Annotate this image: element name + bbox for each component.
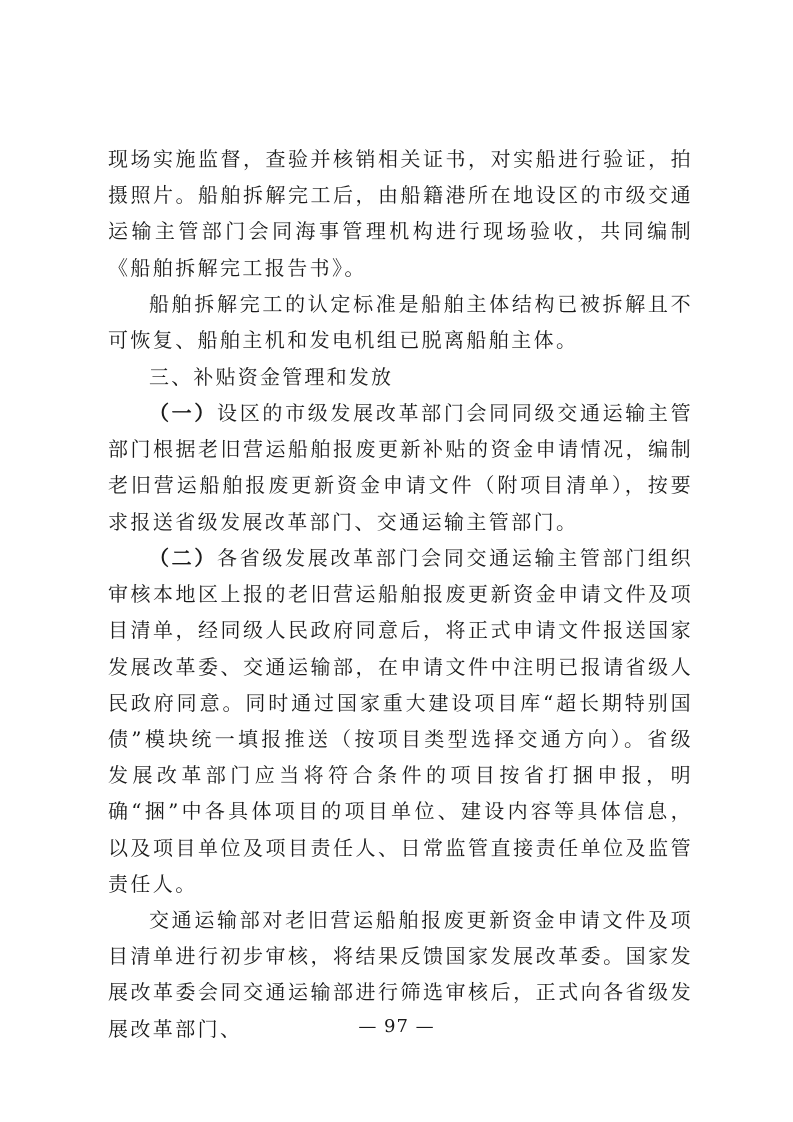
paragraph-3-text: 设区的市级发展改革部门会同同级交通运输主管部门根据老旧营运船舶报废更新补贴的资金申请情况，编制老旧营运船舶报废更新资金申请文件（附项目清单），按要求报送省级发展改革部门、交通运输主管部门。 — [108, 401, 694, 534]
paragraph-1: 现场实施监督，查验并核销相关证书，对实船进行验证，拍摄照片。船舶拆解完工后，由船籍港所在地设区的市级交通运输主管部门会同海事管理机构进行现场验收，共同编制《船舶拆解完工报告书》。 — [108, 147, 693, 280]
paragraph-4 — [108, 540, 693, 902]
page-number: — 97 — — [358, 1016, 435, 1037]
section-heading: 三、补贴资金管理和发放 — [149, 365, 394, 389]
paragraph-3 — [108, 395, 693, 540]
paragraph-2: 船舶拆解完工的认定标准是船舶主体结构已被拆解且不可恢复、船舶主机和发电机组已脱离船舶主体。 — [108, 292, 693, 353]
paragraph-5: 交通运输部对老旧营运船舶报废更新资金申请文件及项目清单进行初步审核，将结果反馈国家发展改革委。国家发展改革委会同交通运输部进行筛选审核后，正式向各省级发展改革部门、 — [108, 908, 693, 1041]
item-label-2: （二） — [149, 546, 218, 570]
item-label-1: （一） — [149, 401, 218, 425]
paragraph-4-text: 各省级发展改革部门会同交通运输主管部门组织审核本地区上报的老旧营运船舶报废更新资金申请文件及项目清单，经同级人民政府同意后，将正式申请文件报送国家发展改革委、交通运输部，在申请文件中注明已报请省级人民政府同意。同时通过国家重大建设项目库“超长期特别国债”模块统一填报推送（按项目类型选择交通方向）。省级发展改革部门应当将符合条件的项目按省打捆申报，明确“捆”中各具体项目的项目单位、建设内容等具体信息，以及项目单位及项目责任人、日常监管直接责任单位及监管责任人。 — [108, 546, 694, 896]
